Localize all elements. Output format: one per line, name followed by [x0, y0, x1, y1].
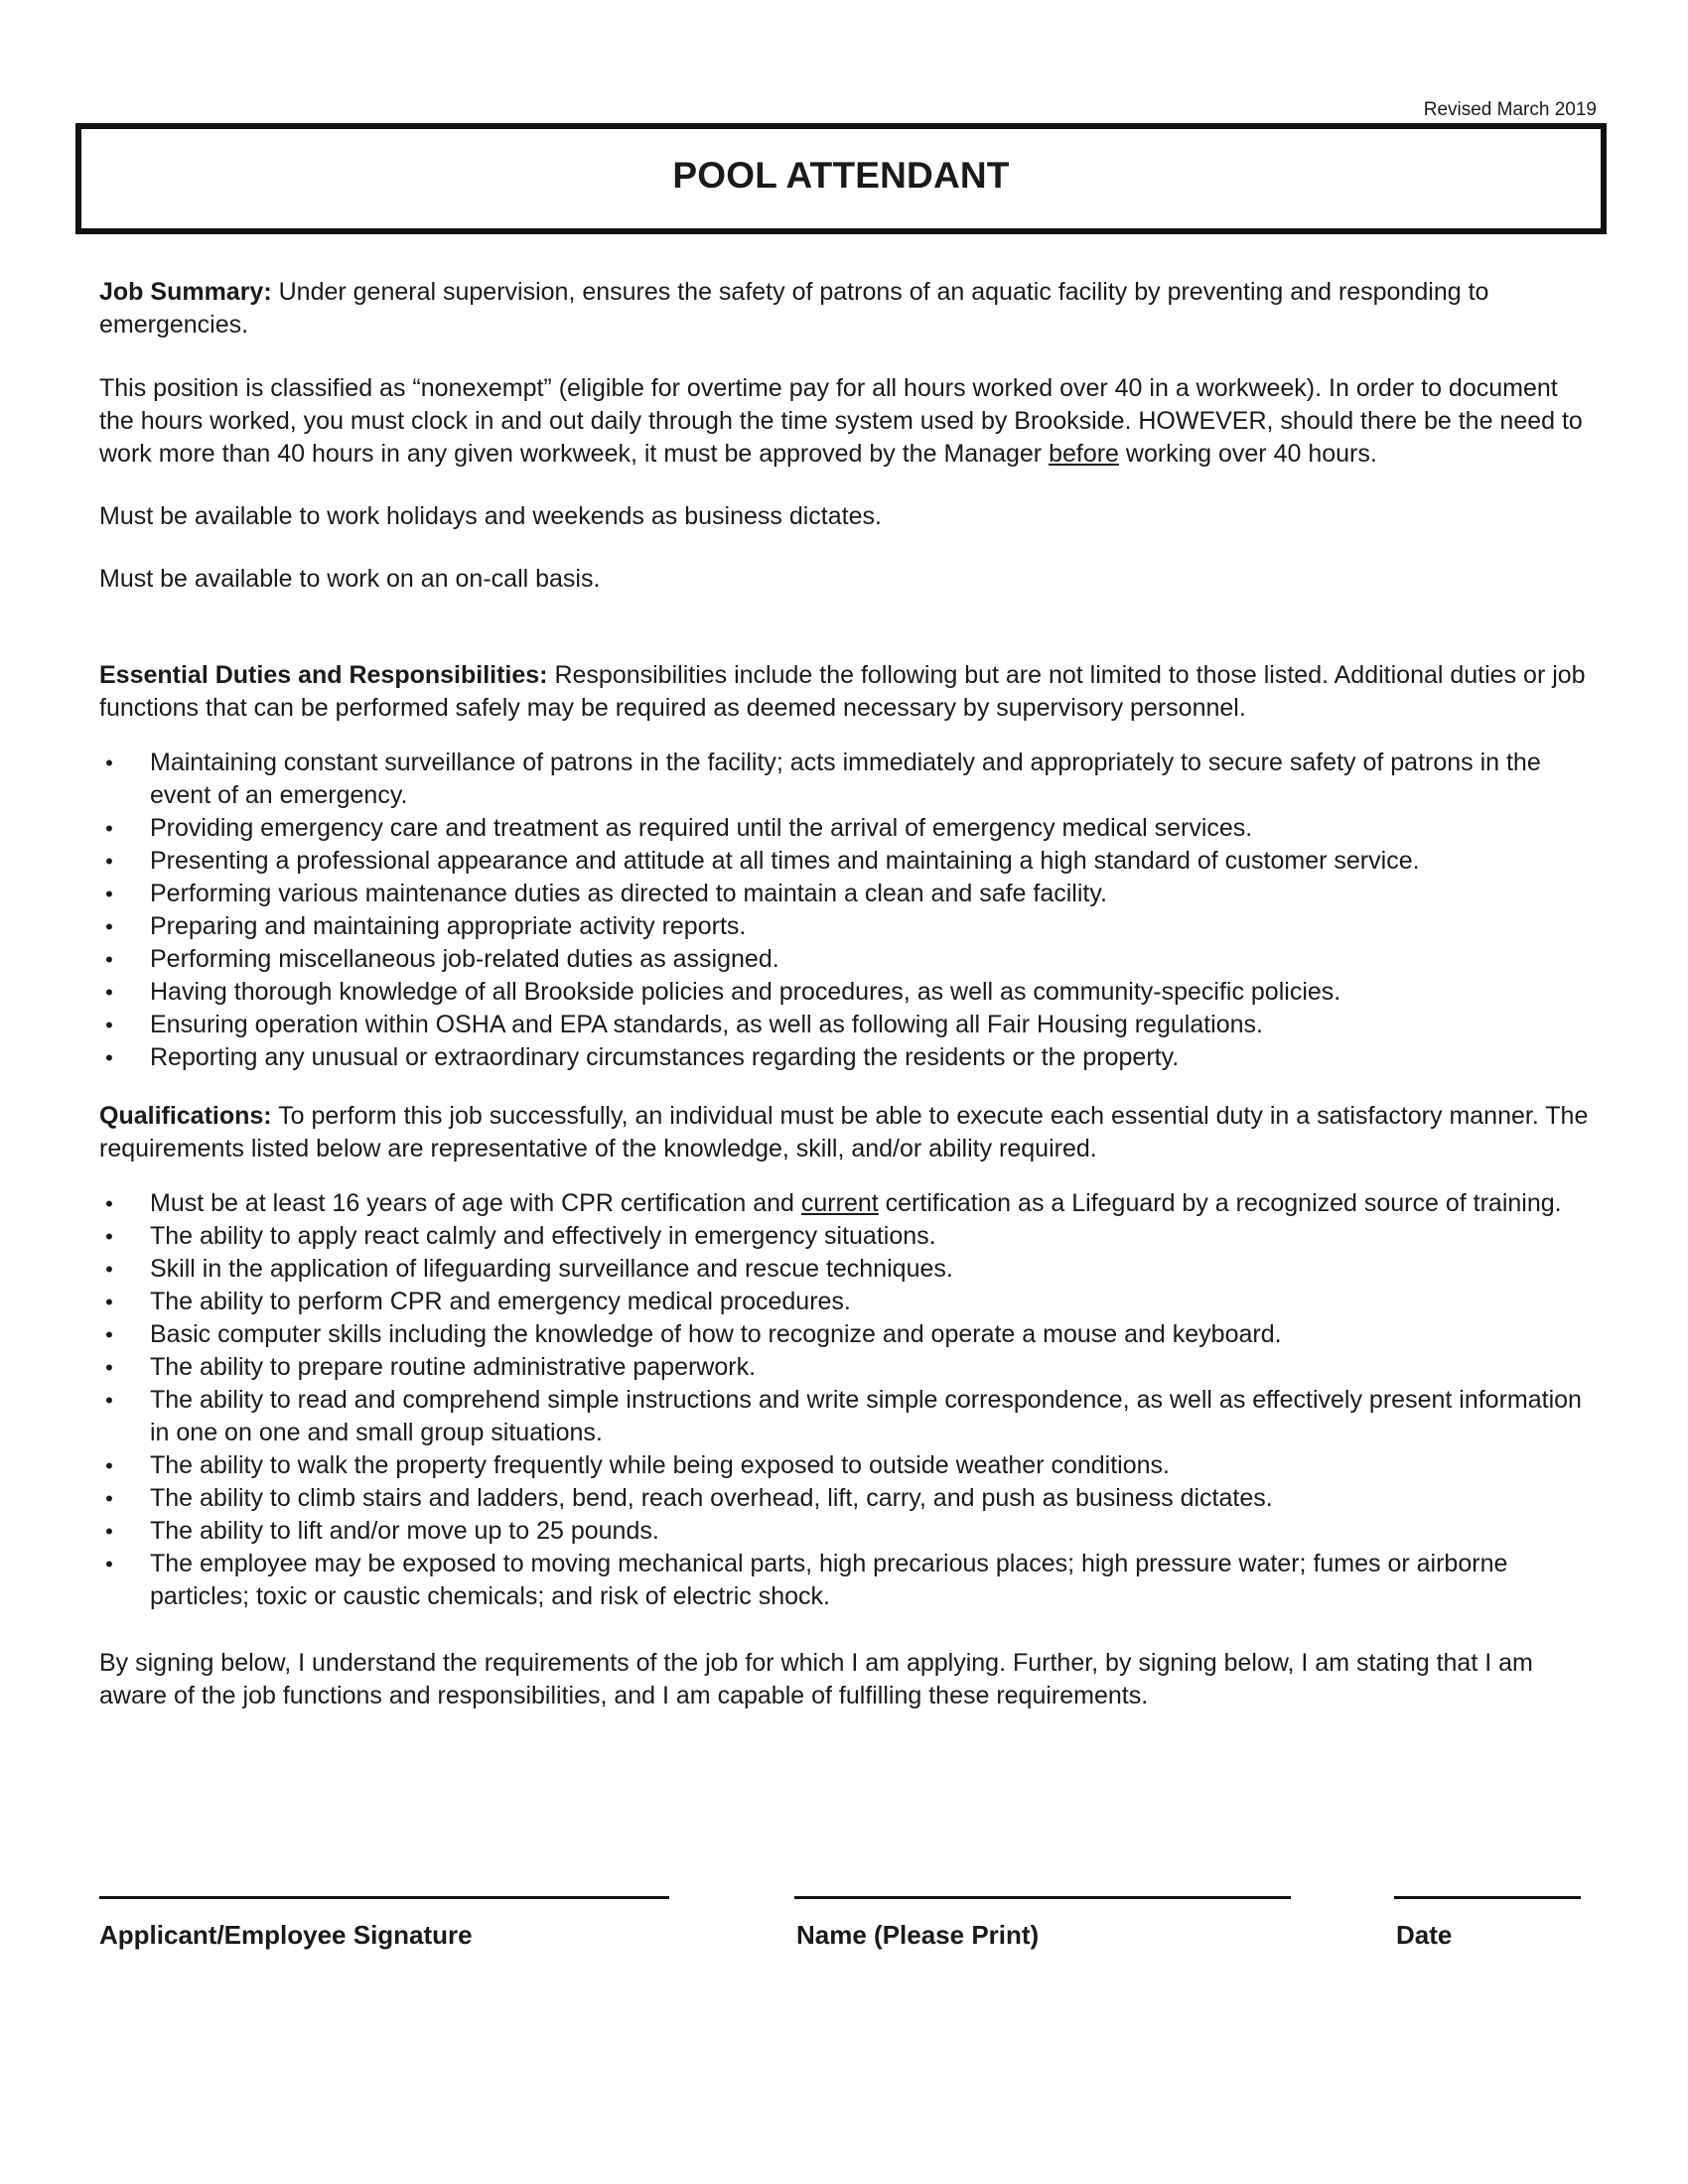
bullet-icon: • — [105, 1552, 113, 1576]
list-item-text: The employee may be exposed to moving mechanical parts, high precarious places; high pressure water; fumes or airborne particles; toxic or caustic chemicals; and risk of electric shock. — [150, 1550, 1508, 1610]
bullet-icon: • — [105, 751, 113, 775]
job-summary-label: Job Summary: — [99, 278, 272, 306]
list-item-text: Presenting a professional appearance and attitude at all times and maintaining a high standard of customer service. — [150, 847, 1420, 875]
list-item-text: Skill in the application of lifeguarding surveillance and rescue techniques. — [150, 1255, 953, 1283]
list-item-text: The ability to perform CPR and emergency medical procedures. — [150, 1288, 851, 1315]
list-item — [99, 1482, 1589, 1515]
list-item — [99, 1187, 1589, 1220]
list-item-text: Maintaining constant surveillance of patrons in the facility; acts immediately and appropriately to secure safety of patrons in the event of an emergency. — [150, 749, 1541, 809]
date-line[interactable] — [1394, 1896, 1581, 1899]
list-item — [99, 1318, 1589, 1351]
list-item — [99, 910, 1589, 943]
list-item-text: The ability to apply react calmly and effectively in emergency situations. — [150, 1222, 936, 1250]
list-item — [99, 1449, 1589, 1482]
list-item-text: The ability to walk the property frequently while being exposed to outside weather conditions. — [150, 1451, 1170, 1479]
list-item-text: The ability to lift and/or move up to 25 pounds. — [150, 1517, 659, 1545]
classification-text-after: working over 40 hours. — [1118, 440, 1377, 468]
bullet-icon: • — [105, 1453, 113, 1478]
list-item — [99, 1009, 1589, 1041]
duties-intro: Responsibilities include the following but are not limited to those listed. Additional duties or job functions that can be performed safely may be required as deemed necessary by supervisory personnel. — [99, 661, 1586, 722]
list-item-text: certification as a Lifeguard by a recognized source of training. — [878, 1189, 1562, 1217]
qualifications-intro: To perform this job successfully, an individual must be able to execute each essential duty in a satisfactory manner. The requirements listed below are representative of the knowledge, skill, and/or ability required. — [99, 1102, 1589, 1162]
bullet-icon: • — [105, 1355, 113, 1380]
list-item-text: Basic computer skills including the knowledge of how to recognize and operate a mouse and keyboard. — [150, 1320, 1282, 1348]
bullet-icon: • — [105, 1290, 113, 1314]
list-item — [99, 747, 1589, 812]
list-item-text: The ability to prepare routine administrative paperwork. — [150, 1353, 757, 1381]
name-label: Name (Please Print) — [796, 1920, 1040, 1950]
list-item-text: Providing emergency care and treatment as required until the arrival of emergency medical services. — [150, 814, 1253, 842]
bullet-icon: • — [105, 1486, 113, 1511]
document-body — [99, 276, 1589, 1712]
list-item-text: Performing various maintenance duties as directed to maintain a clean and safe facility. — [150, 880, 1107, 907]
bullet-icon: • — [105, 849, 113, 874]
duties-paragraph — [99, 659, 1589, 725]
list-item — [99, 1515, 1589, 1548]
bullet-icon: • — [105, 1224, 113, 1249]
duties-label: Essential Duties and Responsibilities: — [99, 661, 548, 689]
list-item — [99, 845, 1589, 878]
list-item — [99, 878, 1589, 910]
job-summary-text: Under general supervision, ensures the safety of patrons of an aquatic facility by preventing and responding to emergencies. — [99, 278, 1489, 339]
list-item — [99, 1253, 1589, 1286]
bullet-icon: • — [105, 1257, 113, 1282]
bullet-icon: • — [105, 914, 113, 939]
signature-label: Applicant/Employee Signature — [99, 1920, 473, 1950]
list-item-text: The ability to climb stairs and ladders, bend, reach overhead, lift, carry, and push as business dictates. — [150, 1484, 1273, 1512]
bullet-icon: • — [105, 1191, 113, 1216]
job-summary-paragraph — [99, 276, 1589, 341]
revised-date: Revised March 2019 — [1423, 99, 1597, 120]
classification-paragraph — [99, 372, 1589, 471]
list-item-text: Must be at least 16 years of age with CPR certification and — [150, 1189, 801, 1217]
bullet-icon: • — [105, 882, 113, 906]
list-item — [99, 1041, 1589, 1074]
title-box — [75, 123, 1607, 234]
bullet-icon: • — [105, 1013, 113, 1037]
list-item-text: Reporting any unusual or extraordinary circumstances regarding the residents or the property. — [150, 1043, 1180, 1071]
list-item-text: Performing miscellaneous job-related duties as assigned. — [150, 945, 779, 973]
availability-holidays: Must be available to work holidays and weekends as business dictates. — [99, 502, 882, 530]
qualifications-paragraph — [99, 1100, 1589, 1165]
bullet-icon: • — [105, 1322, 113, 1347]
bullet-icon: • — [105, 816, 113, 841]
bullet-icon: • — [105, 1519, 113, 1544]
classification-underlined: before — [1049, 440, 1119, 468]
page-title: POOL ATTENDANT — [672, 155, 1010, 196]
list-item-text: Ensuring operation within OSHA and EPA standards, as well as following all Fair Housing regulations. — [150, 1011, 1263, 1038]
date-label: Date — [1396, 1920, 1453, 1950]
signature-line[interactable] — [99, 1896, 669, 1899]
bullet-icon: • — [105, 980, 113, 1005]
list-item — [99, 1384, 1589, 1449]
list-item-text: Having thorough knowledge of all Brookside policies and procedures, as well as community-specific policies. — [150, 978, 1341, 1006]
list-item-text: Preparing and maintaining appropriate activity reports. — [150, 912, 747, 940]
list-item — [99, 812, 1589, 845]
qualifications-label: Qualifications: — [99, 1102, 272, 1130]
list-item-text: The ability to read and comprehend simple instructions and write simple correspondence, as well as effectively present information in one on one and small group situations. — [150, 1386, 1582, 1446]
list-item — [99, 976, 1589, 1009]
bullet-icon: • — [105, 947, 113, 972]
availability-on-call: Must be available to work on an on-call basis. — [99, 565, 601, 593]
acknowledgement-paragraph: By signing below, I understand the requirements of the job for which I am applying. Further, by signing below, I am stating that I am aware of the job functions and responsibilities, and I am capable of fulfilling these requirements. — [99, 1649, 1533, 1709]
signature-section — [99, 1896, 1589, 1976]
list-item-underlined: current — [800, 1189, 879, 1217]
name-line[interactable] — [794, 1896, 1291, 1899]
qualifications-list — [99, 1187, 1589, 1613]
duties-list — [99, 747, 1589, 1074]
list-item — [99, 1220, 1589, 1253]
classification-text-before: This position is classified as “nonexempt” (eligible for overtime pay for all hours worked over 40 in a workweek). In order to document the hours worked, you must clock in and out daily through the time system used by Brookside. HOWEVER, should there be the need to work more than 40 hours in any given workweek, it must be approved by the Manager — [99, 374, 1583, 468]
list-item — [99, 1351, 1589, 1384]
list-item — [99, 943, 1589, 976]
list-item — [99, 1548, 1589, 1613]
bullet-icon: • — [105, 1045, 113, 1070]
list-item — [99, 1286, 1589, 1318]
bullet-icon: • — [105, 1388, 113, 1413]
